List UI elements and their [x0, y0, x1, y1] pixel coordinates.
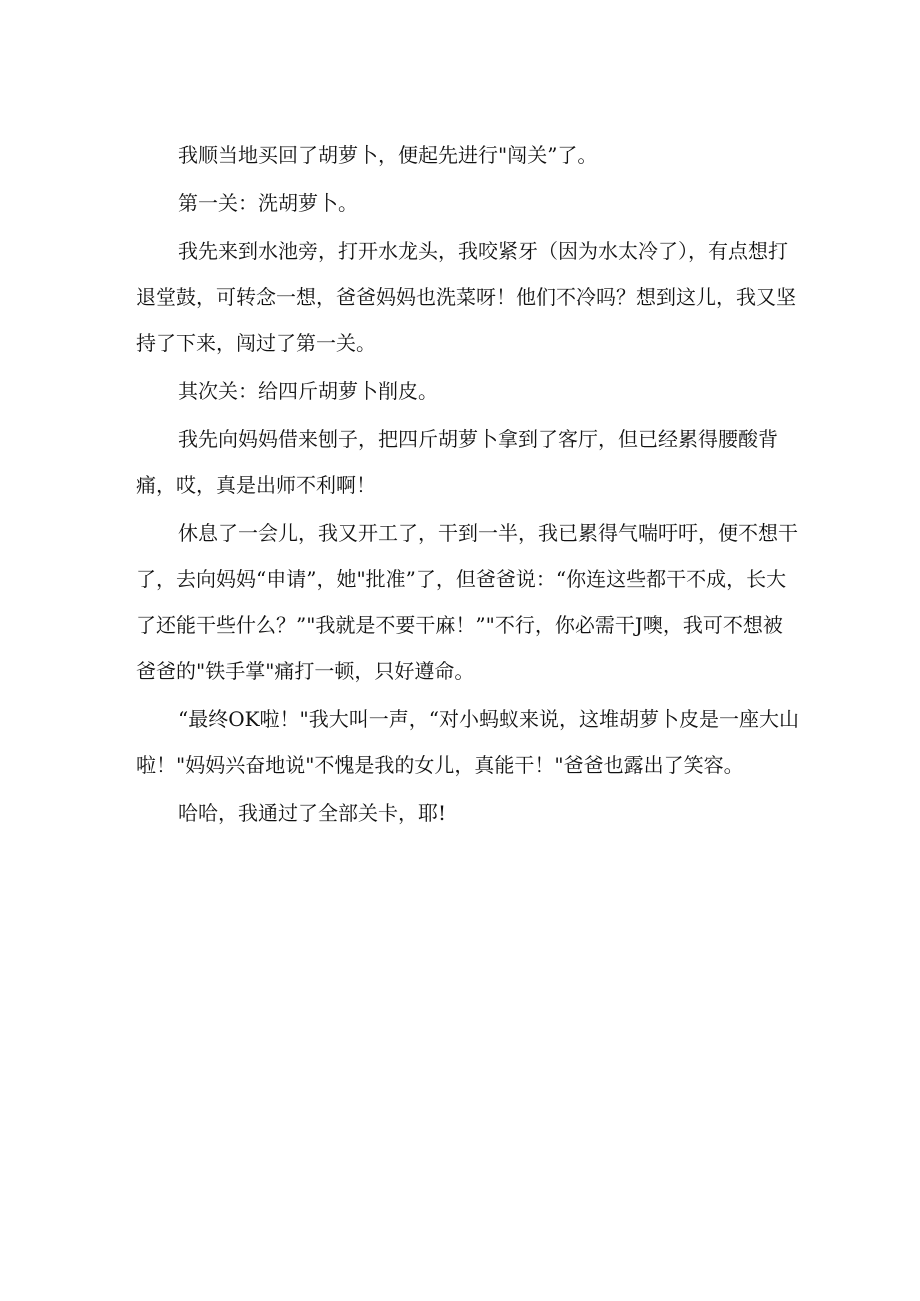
paragraph-2: 第一关：洗胡萝卜。 [178, 191, 358, 215]
paragraph-4: 其次关：给四斤胡萝卜削皮。 [178, 379, 438, 403]
document-body [136, 132, 800, 838]
paragraph-6: 休息了一会儿，我又开工了，干到一半，我已累得气喘吁吁，便不想干了，去向妈妈“申请”，她"批准”了，但爸爸说：“你连这些都干不成，长大了还能干些什么？”"我就是不要干麻！”"不行，你必需干J噢，我可不想被爸爸的"铁手掌"痛打一顿，只好遵命。 [136, 521, 798, 683]
paragraph-8: 哈哈，我通过了全部关卡，耶! [178, 801, 447, 825]
paragraph-1: 我顺当地买回了胡萝卜，便起先进行"闯关”了。 [178, 143, 598, 167]
paragraph-7: “最终OK啦！"我大叫一声，“对小蚂蚁来说，这堆胡萝卜皮是一座大山啦！"妈妈兴奋地说"不愧是我的女儿，真能干！"爸爸也露出了笑容。 [136, 707, 799, 777]
paragraph-5: 我先向妈妈借来刨子，把四斤胡萝卜拿到了客厅，但已经累得腰酸背痛，哎，真是出师不利啊！ [136, 427, 778, 497]
paragraph-3: 我先来到水池旁，打开水龙头，我咬紧牙（因为水太冷了），有点想打退堂鼓，可转念一想，爸爸妈妈也洗菜呀！他们不冷吗？想到这儿，我又坚持了下来，闯过了第一关。 [136, 239, 796, 355]
